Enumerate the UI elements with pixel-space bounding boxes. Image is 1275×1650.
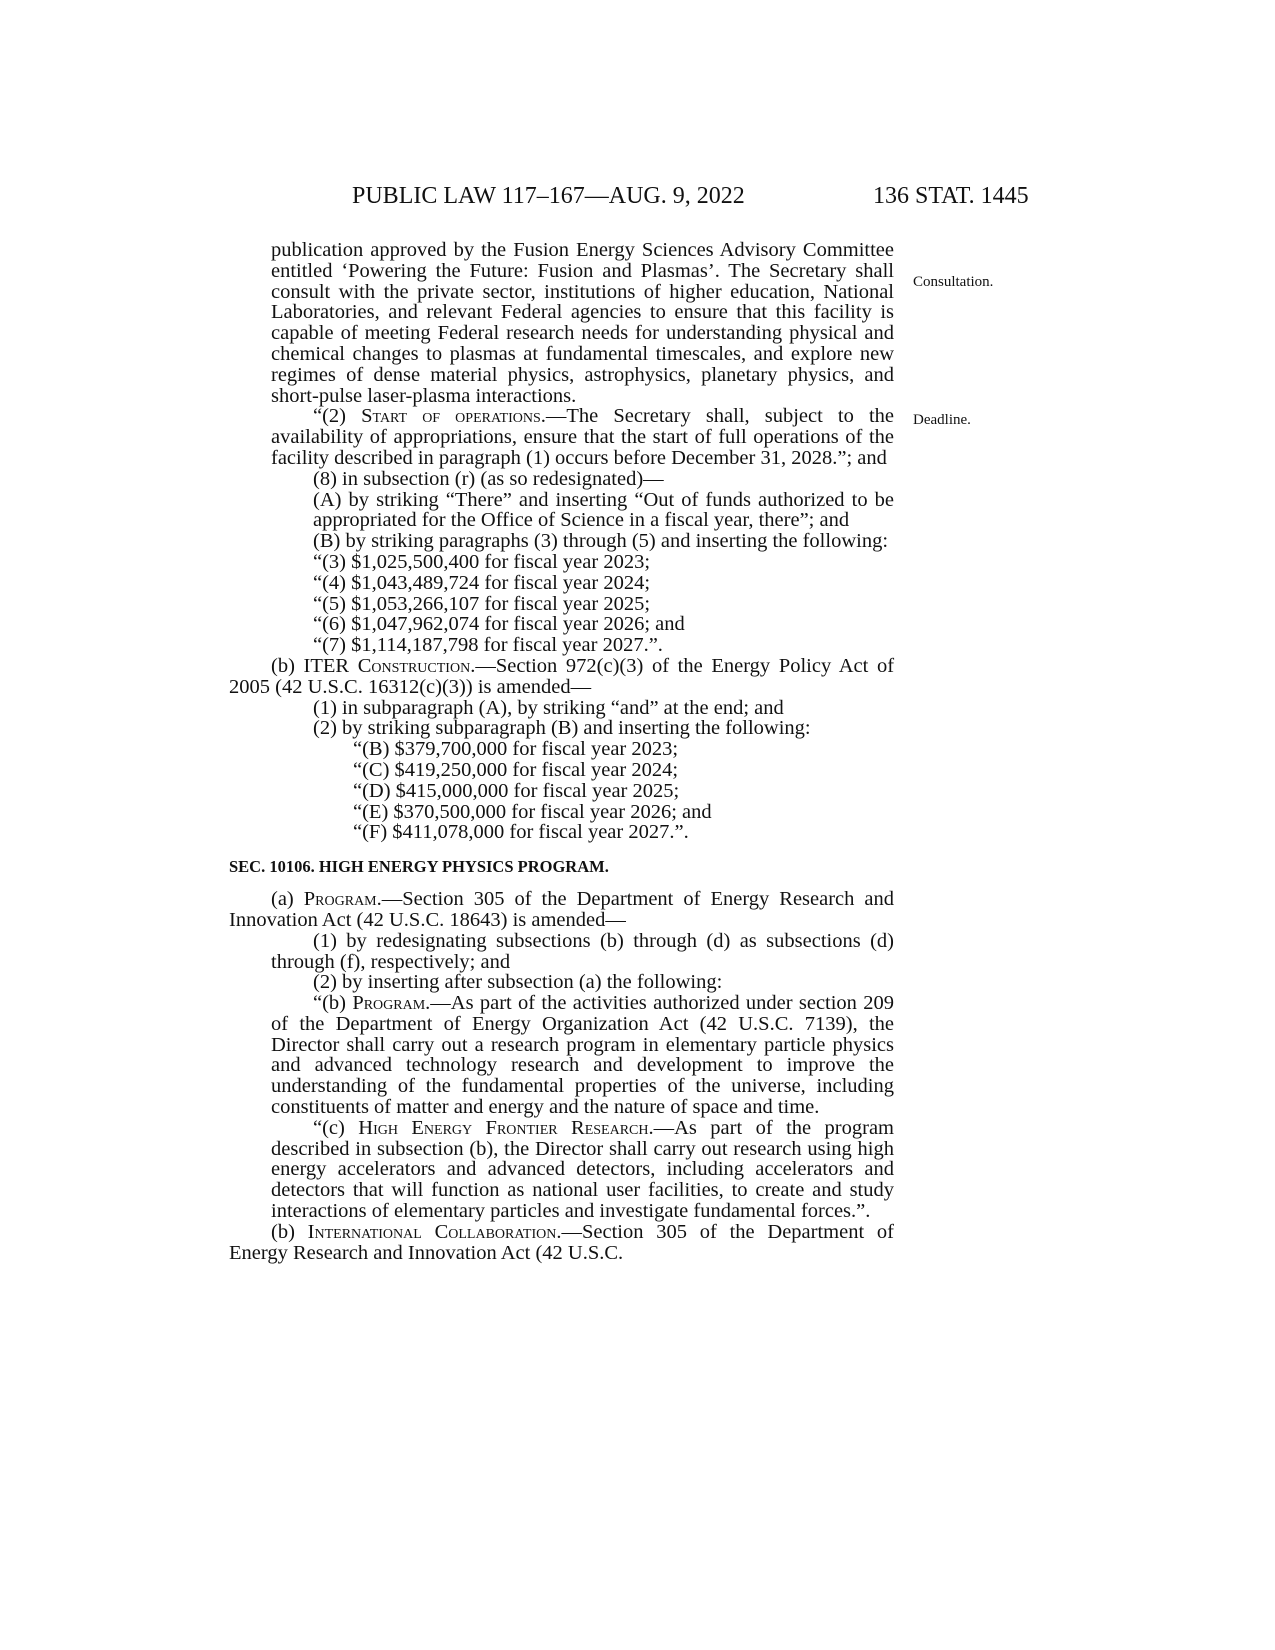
- list-item: “(B) $379,700,000 for fiscal year 2023;: [353, 738, 679, 761]
- heading-program-b: Program: [352, 992, 426, 1015]
- appropriations-list-iter: [229, 739, 894, 843]
- document-body: [229, 240, 894, 1263]
- list-item: “(3) $1,025,500,400 for fiscal year 2023;: [313, 550, 651, 573]
- list-item: “(C) $419,250,000 for fiscal year 2024;: [353, 758, 679, 781]
- paragraph-subparagraph-b: (2) by striking subparagraph (B) and inserting the following:: [313, 717, 811, 740]
- heading-iter-construction: ITER Construction: [303, 654, 471, 677]
- page-number: 136 STAT. 1445: [873, 183, 1029, 209]
- margin-note-deadline: Deadline.: [913, 412, 971, 428]
- paragraph-subsection-r: (8) in subsection (r) (as so redesignated)—: [313, 467, 664, 490]
- paragraph-start-of-operations: “(2) Start of operations.—The Secretary shall, subject to the availability of appropriations, ensure that the start of full operations of the facility described in paragraph (1) occurs before December 31, 2028.”; and: [271, 405, 894, 469]
- heading-international-collaboration: International Collaboration: [307, 1220, 557, 1243]
- list-item: “(4) $1,043,489,724 for fiscal year 2024;: [313, 571, 651, 594]
- paragraph-inserting: (2) by inserting after subsection (a) the following:: [313, 971, 723, 994]
- paragraph-subparagraph-a: (1) in subparagraph (A), by striking “and” at the end; and: [313, 696, 784, 719]
- appropriations-list-office-of-science: [229, 552, 894, 656]
- paragraph-program-b: “(b) Program.—As part of the activities authorized under section 209 of the Department of Energy Organization Act (42 U.S.C. 7139), the Director shall carry out a research program in elementary particle physics and advanced technology research and development to improve the understanding of the fundamental properties of the universe, including constituents of matter and energy and the nature of space and time.: [271, 992, 894, 1119]
- list-item: “(D) $415,000,000 for fiscal year 2025;: [353, 779, 680, 802]
- clause-b-striking-paragraphs: (B) by striking paragraphs (3) through (5) and inserting the following:: [313, 530, 889, 553]
- paragraph-program-a: (a) Program.—Section 305 of the Department of Energy Research and Innovation Act (42 U.S.C. 18643) is amended—: [229, 888, 894, 931]
- list-item: “(5) $1,053,266,107 for fiscal year 2025;: [313, 592, 651, 615]
- margin-note-consultation: Consultation.: [913, 274, 994, 290]
- section-heading: SEC. 10106. HIGH ENERGY PHYSICS PROGRAM.: [229, 857, 609, 877]
- paragraph-facility-description: publication approved by the Fusion Energy Sciences Advisory Committee entitled ‘Powering the Future: Fusion and Plasmas’. The Secretary shall consult with the private sector, institutions of higher education, National Laboratories, and relevant Federal agencies to ensure that this facility is capable of meeting Federal research needs for understanding physical and chemical changes to plasmas at fundamental timescales, and explore new regimes of dense material physics, astrophysics, planetary physics, and short-pulse laser-plasma interactions.: [271, 239, 894, 407]
- running-header-title: PUBLIC LAW 117–167—AUG. 9, 2022: [352, 183, 745, 209]
- list-item: “(E) $370,500,000 for fiscal year 2026; and: [353, 800, 712, 823]
- paragraph-iter-construction: (b) ITER Construction.—Section 972(c)(3) of the Energy Policy Act of 2005 (42 U.S.C. 16312(c)(3)) is amended—: [229, 654, 895, 698]
- list-item: “(7) $1,114,187,798 for fiscal year 2027.”.: [313, 634, 663, 657]
- paragraph-redesignating: (1) by redesignating subsections (b) through (d) as subsections (d) through (f), respectively; and: [271, 929, 894, 973]
- heading-high-energy-frontier: High Energy Frontier Research: [358, 1116, 649, 1139]
- heading-start-of-operations: Start of operations: [361, 405, 541, 428]
- heading-program: Program: [303, 888, 377, 911]
- list-item: “(6) $1,047,962,074 for fiscal year 2026; and: [313, 613, 685, 636]
- paragraph-high-energy-frontier: “(c) High Energy Frontier Research.—As part of the program described in subsection (b), the Director shall carry out research using high energy accelerators and advanced detectors, including accelerators and detectors that will function as national user facilities, to create and study interactions of elementary particles and investigate fundamental forces.”.: [271, 1116, 894, 1223]
- paragraph-international-collaboration: (b) International Collaboration.—Section 305 of the Department of Energy Research and Innovation Act (42 U.S.C.: [229, 1220, 895, 1264]
- list-item: “(F) $411,078,000 for fiscal year 2027.”.: [353, 821, 689, 844]
- clause-a-striking-there: (A) by striking “There” and inserting “Out of funds authorized to be appropriated for the Office of Science in a fiscal year, there”; and: [313, 488, 894, 532]
